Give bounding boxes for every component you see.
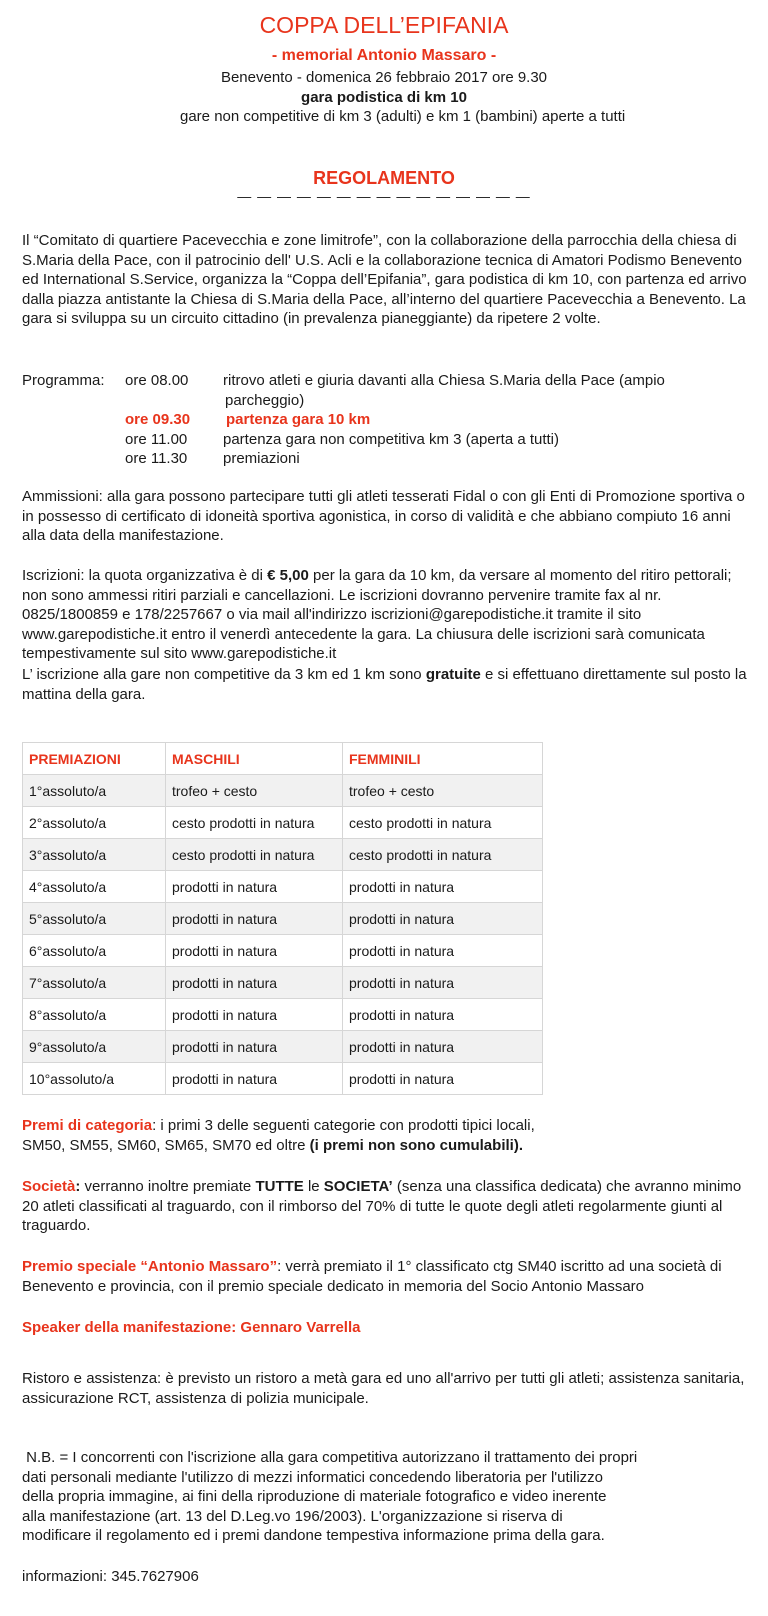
programma-desc: ritrovo atleti e giuria davanti alla Chiesa S.Maria della Pace (ampio (223, 372, 665, 389)
categoria-list: SM50, SM55, SM60, SM65, SM70 ed oltre (22, 1136, 310, 1154)
prizes-cell: prodotti in natura (343, 935, 543, 967)
nb-line: dati personali mediante l'utilizzo di mezzi informatici concedendo liberatoria per l'utilizzo (22, 1468, 604, 1486)
societa-text: (senza una classifica dedicata) che avranno minimo 20 atleti classificati al traguardo, con il rimborso del 70% di tutte le quote degli atleti regolarmente giunti al traguardo. (22, 1178, 742, 1235)
prizes-cell: 10°assoluto/a (23, 1063, 166, 1095)
programma-desc: partenza gara non competitiva km 3 (aperta a tutti) (223, 430, 560, 448)
prizes-cell: 3°assoluto/a (23, 839, 166, 871)
societa-text: verranno inoltre premiate (80, 1178, 256, 1195)
nb-line: alla manifestazione (art. 13 del D.Leg.vo 196/2003). L'organizzazione si riserva di (22, 1507, 563, 1525)
programma-label: Programma: (22, 372, 105, 389)
prizes-cell: prodotti in natura (343, 1031, 543, 1063)
prizes-cell: prodotti in natura (343, 1063, 543, 1095)
prizes-header-cell: MASCHILI (166, 743, 343, 775)
categoria-label: Premi di categoria (22, 1117, 153, 1134)
programma-time: ore 11.30 (125, 450, 188, 468)
prizes-cell: prodotti in natura (166, 999, 343, 1031)
societa-colon: : (75, 1178, 81, 1195)
prizes-row (23, 903, 543, 935)
prizes-header-row (23, 743, 543, 775)
prizes-row (23, 999, 543, 1031)
programma-time: ore 11.00 (125, 430, 188, 448)
prizes-cell: prodotti in natura (343, 967, 543, 999)
prizes-cell: prodotti in natura (166, 903, 343, 935)
prizes-row (23, 967, 543, 999)
societa-bold: SOCIETA’ (323, 1178, 393, 1195)
prizes-cell: prodotti in natura (166, 935, 343, 967)
prizes-cell: trofeo + cesto (166, 775, 343, 807)
prizes-row (23, 775, 543, 807)
event-title: COPPA DELL’EPIFANIA (259, 12, 509, 38)
event-dateline: Benevento - domenica 26 febbraio 2017 ore 9.30 (220, 69, 548, 86)
nb-line: modificare il regolamento ed i premi dandone tempestiva informazione prima della gara. (22, 1527, 605, 1545)
programma-desc: partenza gara 10 km (226, 411, 371, 429)
noncompetitive-races: gare non competitive di km 3 (adulti) e km 1 (bambini) aperte a tutti (180, 108, 626, 125)
prizes-cell: 5°assoluto/a (23, 903, 166, 935)
societa-text: le (303, 1178, 324, 1195)
nc-text: e si effettuano direttamente sul posto la mattina della gara. (22, 666, 747, 703)
iscrizioni-paragraph (22, 566, 752, 664)
speciale-paragraph (22, 1257, 752, 1296)
societa-label: Società (22, 1178, 76, 1195)
programma-desc-cont: parcheggio) (225, 391, 305, 409)
prizes-row (23, 1063, 543, 1095)
prizes-cell: prodotti in natura (166, 1031, 343, 1063)
intro-paragraph: Il “Comitato di quartiere Pacevecchia e zone limitrofe”, con la collaborazione della parrocchia della chiesa di S.Maria della Pace, con il patrocinio dell' U.S. Acli e la collaborazione tecnica di Amatori Podismo Benevento ed International S.Service, organizza la “Coppa dell’Epifania”, gara podistica di km 10, con partenza ed arrivo dalla piazza antistante la Chiesa di S.Maria della Pace, all’interno del quartiere Pacevecchia a Benevento. La gara si sviluppa su un circuito cittadino (in prevalenza pianeggiante) da ripetere 2 volte. (22, 232, 747, 328)
categoria-text: : i primi 3 delle seguenti categorie con prodotti tipici locali, (152, 1117, 535, 1134)
prizes-cell: 2°assoluto/a (23, 807, 166, 839)
event-subtitle: - memorial Antonio Massaro - (271, 47, 497, 64)
iscrizioni-text: Iscrizioni: la quota organizzativa è di (22, 567, 268, 584)
noncompetitive-paragraph (22, 665, 752, 704)
programma-time: ore 09.30 (125, 411, 191, 429)
prizes-cell: prodotti in natura (343, 871, 543, 903)
prizes-cell: cesto prodotti in natura (166, 839, 343, 871)
societa-paragraph (22, 1177, 752, 1236)
categoria-note: (i premi non sono cumulabili). (309, 1136, 523, 1154)
prizes-row (23, 871, 543, 903)
ammissioni-paragraph: Ammissioni: alla gara possono partecipare tutti gli atleti tesserati Fidal o con gli Enti di Promozione sportiva o in possesso di certificato di idoneità sportiva agonistica, in corso di validità e che abbiano compiuto 16 anni alla data della manifestazione. (22, 488, 745, 545)
nc-text: L’ iscrizione alla gare non competitive da 3 km ed 1 km sono (22, 666, 426, 683)
prizes-table (22, 742, 543, 1095)
nc-free: gratuite (425, 666, 481, 683)
nb-line: della propria immagine, ai fini della riproduzione di materiale fotografico e video inerente (22, 1488, 607, 1506)
prizes-header-cell: FEMMINILI (343, 743, 543, 775)
regolamento-title: REGOLAMENTO (313, 168, 455, 188)
regolamento-divider: — — — — — — — — — — — — — — — (237, 188, 531, 204)
prizes-cell: 6°assoluto/a (23, 935, 166, 967)
info-line: informazioni: 345.7627906 (22, 1568, 199, 1585)
prizes-row (23, 1031, 543, 1063)
categoria-paragraph (22, 1116, 752, 1155)
prizes-cell: 8°assoluto/a (23, 999, 166, 1031)
prizes-row (23, 839, 543, 871)
prizes-cell: 7°assoluto/a (23, 967, 166, 999)
prizes-cell: 1°assoluto/a (23, 775, 166, 807)
prizes-cell: cesto prodotti in natura (166, 807, 343, 839)
prizes-cell: 9°assoluto/a (23, 1031, 166, 1063)
speaker-line: Speaker della manifestazione: Gennaro Varrella (22, 1319, 361, 1336)
nb-paragraph (22, 1448, 732, 1546)
nb-line: N.B. = I concorrenti con l'iscrizione alla gara competitiva autorizzano il trattamento dei propri (22, 1449, 638, 1466)
prizes-cell: trofeo + cesto (343, 775, 543, 807)
prizes-cell: cesto prodotti in natura (343, 839, 543, 871)
speciale-text: : verrà premiato il 1° classificato ctg SM40 iscritto ad una società di Benevento e provincia, con il premio speciale dedicato in memoria del Socio Antonio Massaro (22, 1258, 722, 1295)
programma-desc: premiazioni (223, 450, 300, 468)
prizes-row (23, 807, 543, 839)
prizes-cell: prodotti in natura (166, 1063, 343, 1095)
prizes-cell: cesto prodotti in natura (343, 807, 543, 839)
prizes-cell: prodotti in natura (166, 967, 343, 999)
prizes-cell: prodotti in natura (343, 999, 543, 1031)
prizes-cell: 4°assoluto/a (23, 871, 166, 903)
iscrizioni-fee: € 5,00 (267, 567, 309, 584)
race-distance: gara podistica di km 10 (301, 89, 467, 106)
speciale-label: Premio speciale “Antonio Massaro” (22, 1258, 278, 1275)
programma-time: ore 08.00 (125, 372, 189, 389)
prizes-cell: prodotti in natura (343, 903, 543, 935)
prizes-header-cell: PREMIAZIONI (23, 743, 166, 775)
iscrizioni-text: per la gara da 10 km, da versare al momento del ritiro pettorali; non sono ammessi ritiri parziali e cancellazioni. Le iscrizioni dovranno pervenire tramite fax al nr. 0825/1800859 e 178/2257667 o via mail all'indirizzo iscrizioni@garepodistiche.it tramite il sito www.garepodistiche.it entro il venerdì antecedente la gara. La chiusura delle iscrizioni sarà comunicata tempestivamente sul sito www.garepodistiche.it (22, 567, 732, 663)
societa-bold: TUTTE (255, 1178, 304, 1195)
prizes-cell: prodotti in natura (166, 871, 343, 903)
prizes-row (23, 935, 543, 967)
ristoro-paragraph: Ristoro e assistenza: è previsto un ristoro a metà gara ed uno all'arrivo per tutti gli atleti; assistenza sanitaria, assicurazione RCT, assistenza di polizia municipale. (22, 1370, 745, 1407)
